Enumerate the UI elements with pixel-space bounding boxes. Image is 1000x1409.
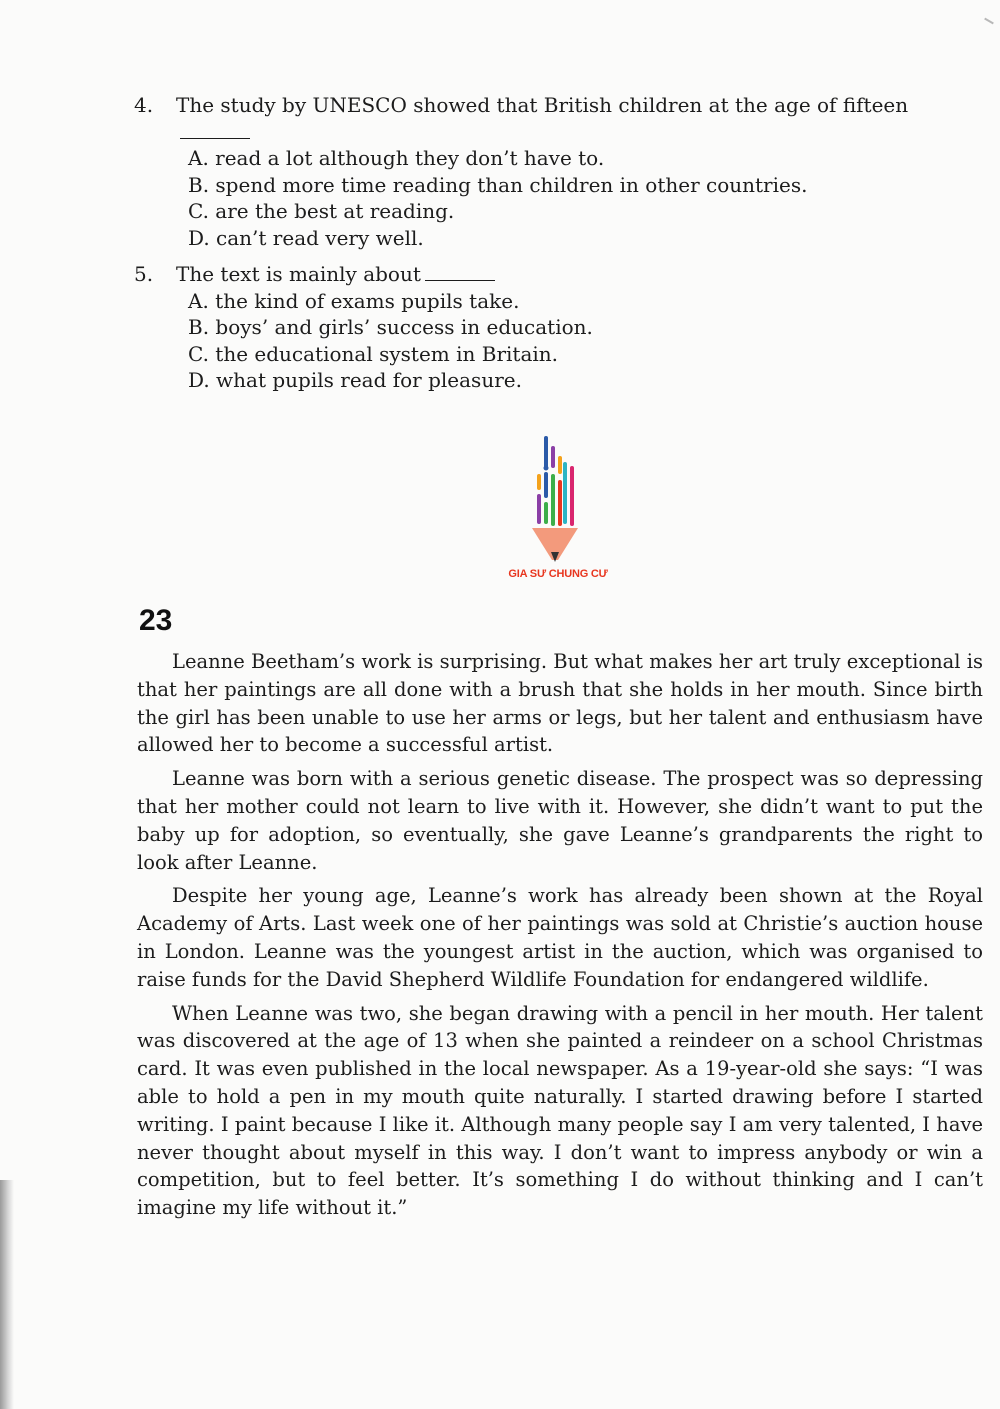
option-list <box>188 145 964 251</box>
passage-paragraph: Leanne Beetham’s work is surprising. But what makes her art truly exceptional is that her paintings are all done with a brush that she holds in her mouth. Since birth the girl has been unable to use her arms or legs, but her talent and enthusiasm have allowed her to become a successful artist. <box>137 650 983 757</box>
option-d: D. can’t read very well. <box>188 225 424 250</box>
question-4 <box>134 92 964 251</box>
question-number: 4. <box>134 93 154 117</box>
unit-number: 23 <box>139 604 173 637</box>
scan-mark <box>984 18 994 25</box>
option-c: C. the educational system in Britain. <box>188 341 558 366</box>
question-text: The text is mainly about <box>176 262 421 286</box>
question-list <box>134 92 964 404</box>
question-number: 5. <box>134 262 154 286</box>
answer-blank[interactable] <box>180 120 250 139</box>
option-a: A. read a lot although they don’t have to. <box>188 146 605 170</box>
reading-passage <box>137 648 983 1228</box>
option-b: B. spend more time reading than children in other countries. <box>188 172 808 197</box>
answer-blank[interactable] <box>425 262 495 281</box>
question-stem <box>134 92 964 145</box>
pencil-logo-icon <box>496 436 620 566</box>
option-c: C. are the best at reading. <box>188 199 455 223</box>
pencil-logo <box>496 436 620 588</box>
question-text: The study by UNESCO showed that British children at the age of fifteen <box>176 93 909 117</box>
passage-paragraph: Leanne was born with a serious genetic disease. The prospect was so depressing that her mother could not learn to live with it. However, she didn’t want to put the baby up for adoption, so eventually, she gave Leanne’s grandparents the right to look after Leanne. <box>137 767 983 874</box>
scan-edge-shadow <box>0 1180 14 1409</box>
logo-text: GIA SƯ CHUNG CƯ <box>508 568 608 580</box>
option-list <box>188 288 964 394</box>
passage-paragraph: When Leanne was two, she began drawing with a pencil in her mouth. Her talent was discovered at the age of 13 when she painted a reindeer on a school Christmas card. It was even published in the local newspaper. As a 19-year-old she says: “I was able to hold a pen in my mouth quite naturally. I started drawing before I started writing. I paint because I like it. Although many people say I am very talented, I have never thought about myself in this way. I don’t want to impress anybody or win a competition, but to feel better. It’s something I do without thinking and I can’t imagine my life without it.” <box>137 1001 983 1220</box>
passage-paragraph: Despite her young age, Leanne’s work has already been shown at the Royal Academy of Arts. Last week one of her paintings was sold at Christie’s auction house in London. Leanne was the youngest artist in the auction, which was organised to raise funds for the David Shepherd Wildlife Foundation for endangered wildlife. <box>137 884 983 991</box>
option-a: A. the kind of exams pupils take. <box>188 288 520 313</box>
option-b: B. boys’ and girls’ success in education. <box>188 315 593 339</box>
question-stem <box>134 261 964 288</box>
question-5 <box>134 261 964 394</box>
option-d: D. what pupils read for pleasure. <box>188 368 522 392</box>
